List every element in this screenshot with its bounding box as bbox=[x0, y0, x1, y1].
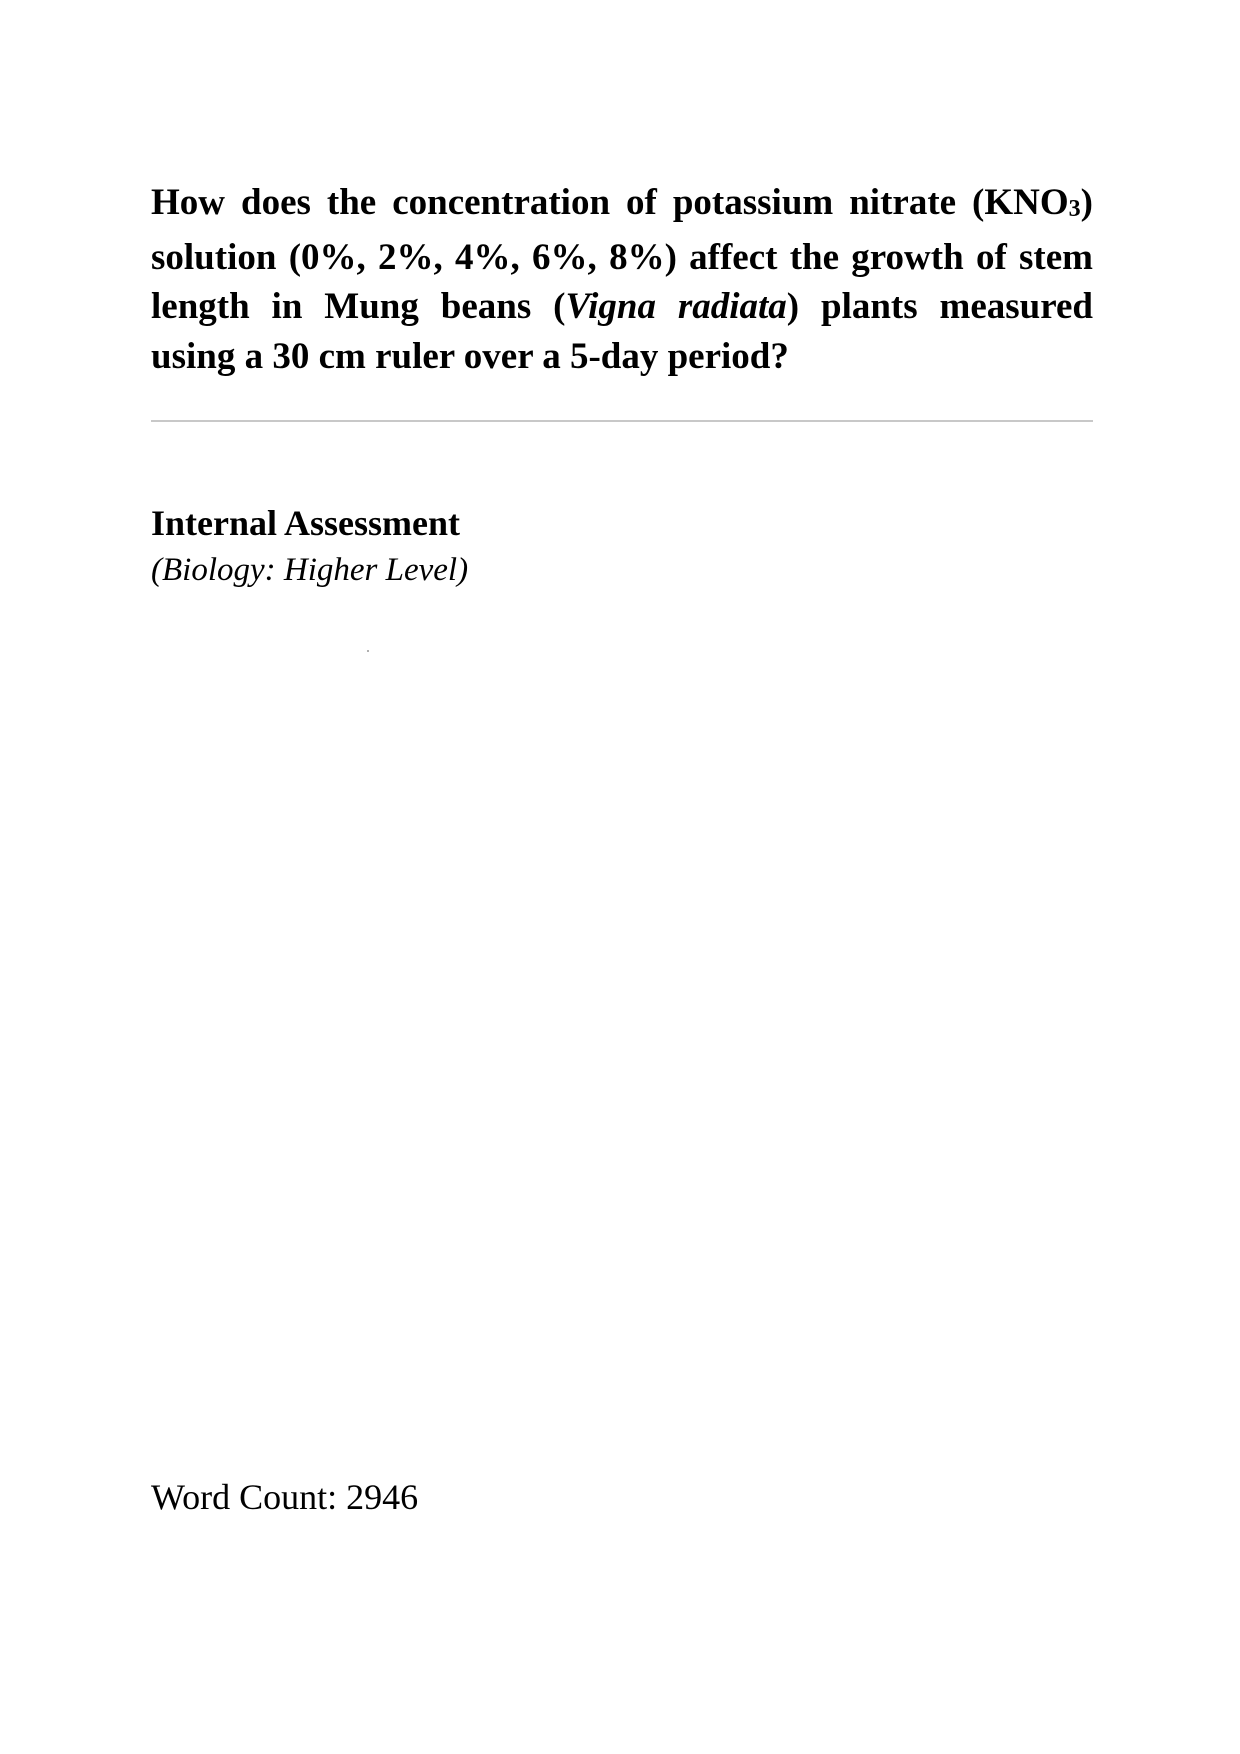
title-text-part-1: How does the concentration of potassium nitrate (KNO bbox=[151, 182, 1069, 223]
title-text-part-2: ) solution (0%, 2%, 4%, 6%, 8%) affect the growth of stem length in Mung beans ( bbox=[151, 182, 1093, 327]
species-name: Vigna radiata bbox=[565, 286, 787, 327]
word-count: Word Count: 2946 bbox=[151, 1477, 419, 1517]
assessment-heading: Internal Assessment bbox=[151, 503, 461, 543]
assessment-subheading: (Biology: Higher Level) bbox=[151, 552, 469, 588]
section-divider bbox=[151, 420, 1093, 422]
title-text-part-3: ) plants measured using a 30 cm ruler over a 5-day period? bbox=[151, 286, 1094, 377]
research-question-title bbox=[151, 178, 1093, 381]
stray-dot-mark bbox=[367, 650, 369, 652]
title-subscript: 3 bbox=[1068, 196, 1081, 222]
